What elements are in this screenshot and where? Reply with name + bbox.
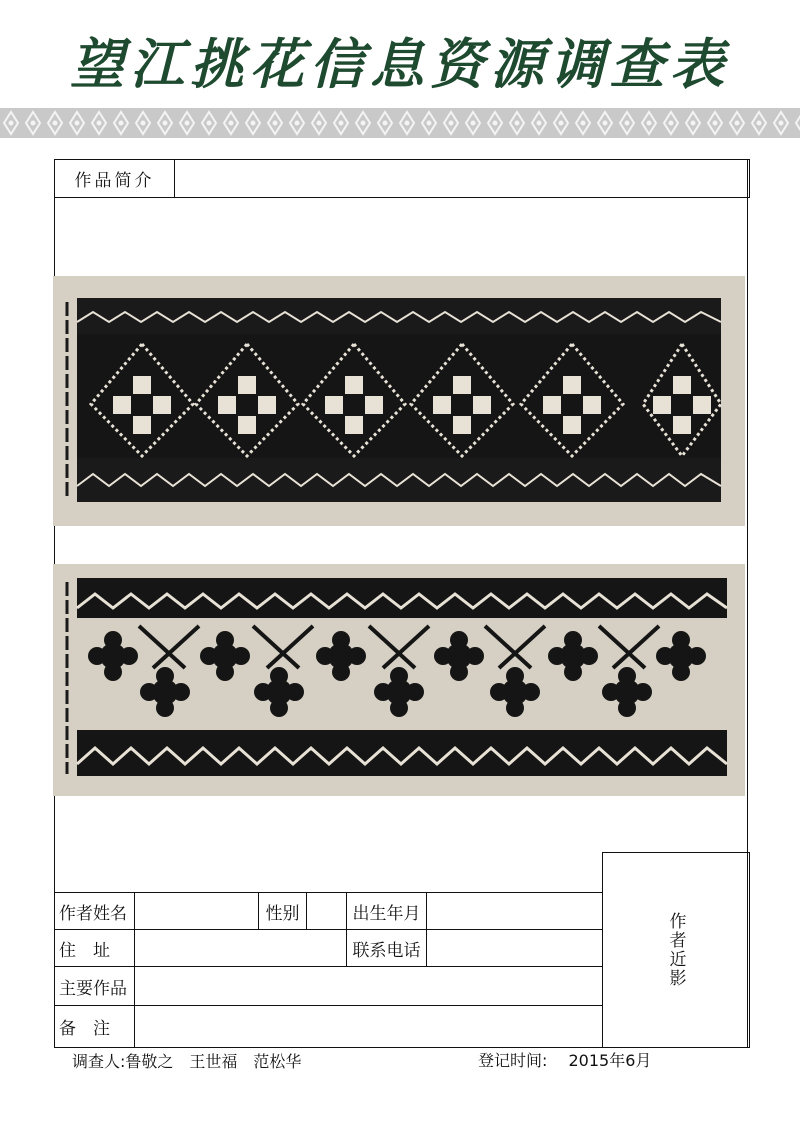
phone-label: 联系电话 <box>346 929 427 967</box>
survey-form <box>54 159 748 1048</box>
author-photo-label: 作者近影 <box>665 912 686 988</box>
date-label: 登记时间: <box>478 1051 548 1070</box>
author-name-label: 作者姓名 <box>54 892 135 930</box>
embroidery-image-1 <box>53 276 745 526</box>
registration-date-line <box>478 1048 651 1071</box>
gender-field[interactable] <box>306 892 347 930</box>
phone-field[interactable] <box>426 929 603 967</box>
author-photo-box[interactable] <box>602 852 750 1048</box>
gender-label: 性别 <box>258 892 307 930</box>
page-title: 望江挑花信息资源调查表 <box>70 32 730 96</box>
investigators-line <box>72 1049 301 1072</box>
remarks-label: 备 注 <box>54 1005 135 1048</box>
investigators-names: 鲁敬之 王世福 范松华 <box>125 1052 302 1071</box>
embroidery-image-2 <box>53 564 745 796</box>
address-field[interactable] <box>134 929 347 967</box>
investigators-label: 调查人: <box>72 1052 126 1071</box>
main-works-label: 主要作品 <box>54 966 135 1006</box>
birth-field[interactable] <box>426 892 603 930</box>
birth-label: 出生年月 <box>346 892 427 930</box>
date-value: 2015年6月 <box>568 1051 652 1070</box>
main-works-field[interactable] <box>134 966 603 1006</box>
remarks-field[interactable] <box>134 1005 603 1048</box>
intro-label: 作品简介 <box>54 159 175 198</box>
decorative-banner <box>0 108 800 138</box>
address-label: 住 址 <box>54 929 135 967</box>
intro-field[interactable] <box>174 159 750 198</box>
author-name-field[interactable] <box>134 892 259 930</box>
